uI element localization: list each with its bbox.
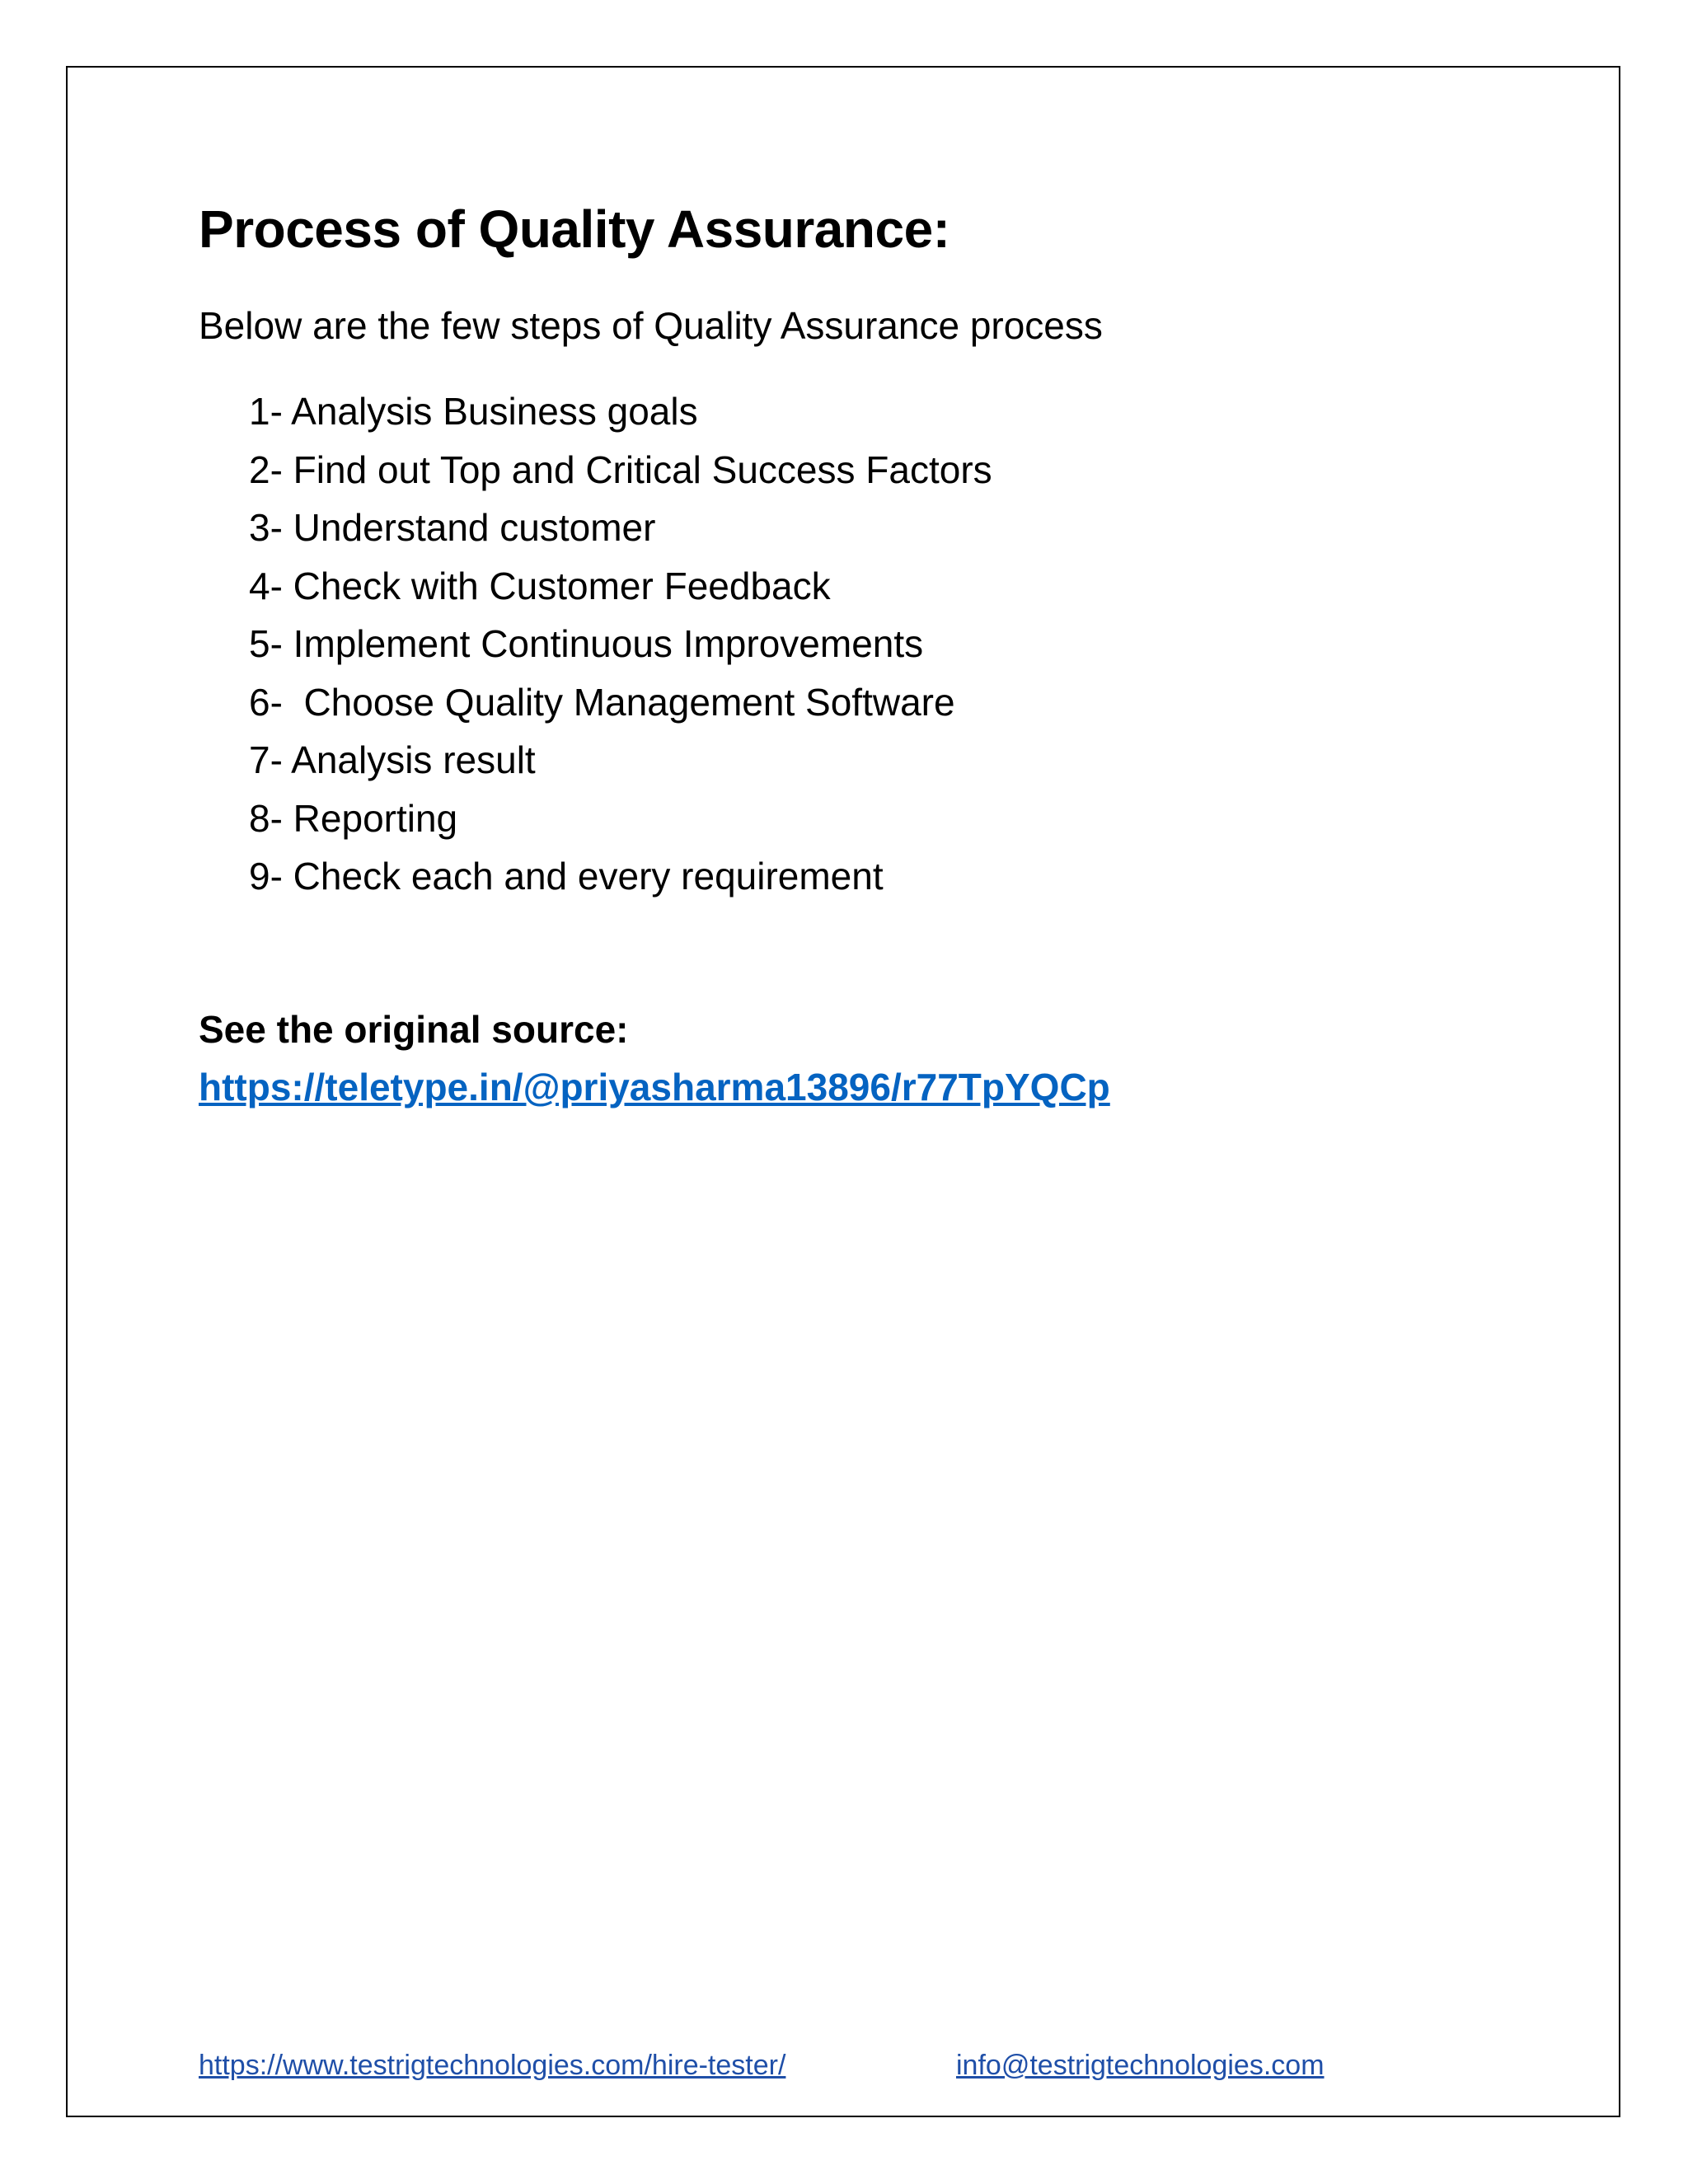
- step-item: 9- Check each and every requirement: [249, 855, 884, 898]
- footer-email-link[interactable]: info@testrigtechnologies.com: [956, 2050, 1325, 2081]
- step-item: 4- Check with Customer Feedback: [249, 564, 831, 607]
- intro-text: Below are the few steps of Quality Assurance process: [199, 304, 1103, 347]
- step-item: 7- Analysis result: [249, 738, 536, 781]
- step-item: 2- Find out Top and Critical Success Factors: [249, 448, 992, 491]
- step-item: 6- Choose Quality Management Software: [249, 680, 955, 724]
- step-item: 1- Analysis Business goals: [249, 390, 698, 433]
- footer-website-link[interactable]: https://www.testrigtechnologies.com/hire-tester/: [199, 2050, 786, 2081]
- step-item: 3- Understand customer: [249, 506, 656, 549]
- source-label: See the original source:: [199, 1008, 629, 1051]
- steps-list: [249, 382, 992, 906]
- step-item: 8- Reporting: [249, 796, 458, 840]
- source-link[interactable]: https://teletype.in/@priyasharma13896/r77TpYQCp: [199, 1066, 1110, 1108]
- page-heading: Process of Quality Assurance:: [199, 199, 950, 259]
- step-item: 5- Implement Continuous Improvements: [249, 622, 924, 665]
